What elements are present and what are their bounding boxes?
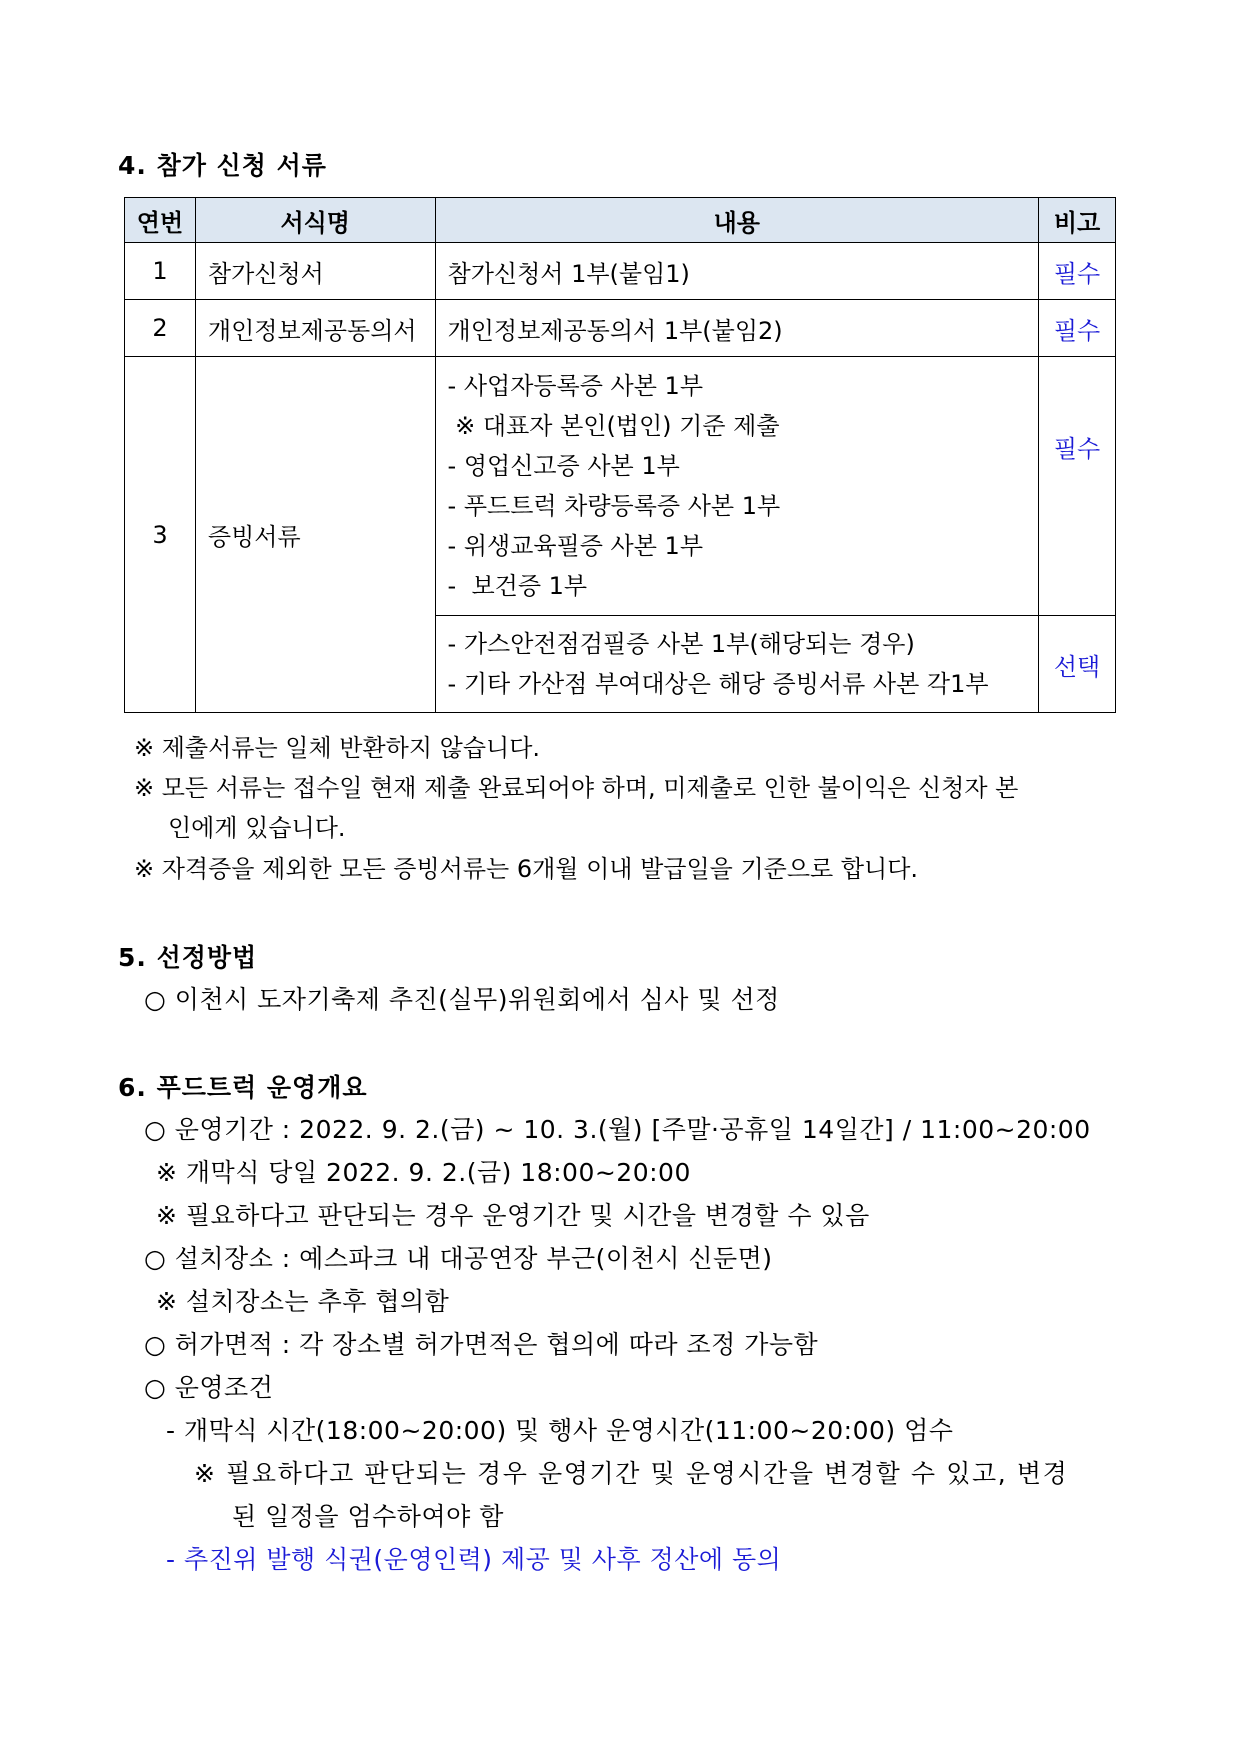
meal-ticket-condition-line: - 추진위 발행 식권(운영인력) 제공 및 사후 정산에 동의 xyxy=(166,1545,782,1574)
row-note-optional: 선택 xyxy=(1039,616,1116,713)
row-content-optional xyxy=(435,616,1039,713)
condition-hours-line: - 개막식 시간(18:00~20:00) 및 행사 운영시간(11:00~20:00) 엄수 xyxy=(166,1416,954,1445)
content-line: - 푸드트럭 차량등록증 사본 1부 xyxy=(447,492,781,520)
row-content: 개인정보제공동의서 1부(붙임2) xyxy=(435,300,1039,357)
note-line: ※ 모든 서류는 접수일 현재 제출 완료되어야 하며, 미제출로 인한 불이익은 신청자 본 xyxy=(134,774,1019,802)
table-header-row xyxy=(125,198,1116,243)
row-number: 2 xyxy=(125,300,196,357)
row-content-required xyxy=(435,357,1039,616)
content-line: - 가스안전점검필증 사본 1부(해당되는 경우) xyxy=(447,630,915,658)
section-4-title: 4. 참가 신청 서류 xyxy=(118,151,327,180)
permit-area-line: ○ 허가면적 : 각 장소별 허가면적은 협의에 따라 조정 가능함 xyxy=(144,1330,819,1359)
selection-method-line: ○ 이천시 도자기축제 추진(실무)위원회에서 심사 및 선정 xyxy=(144,985,780,1014)
location-note: ※ 설치장소는 추후 협의함 xyxy=(156,1287,450,1316)
operating-conditions-line: ○ 운영조건 xyxy=(144,1373,274,1402)
row-number: 1 xyxy=(125,243,196,300)
row-form-name: 개인정보제공동의서 xyxy=(195,300,435,357)
condition-change-note-cont: 된 일정을 엄수하여야 함 xyxy=(232,1502,504,1531)
operation-period-line: ○ 운영기간 : 2022. 9. 2.(금) ~ 10. 3.(월) [주말·공휴일 14일간] / 11:00~20:00 xyxy=(144,1115,1091,1144)
content-line: - 영업신고증 사본 1부 xyxy=(447,452,680,480)
row-form-name: 증빙서류 xyxy=(195,357,435,713)
installation-location-line: ○ 설치장소 : 예스파크 내 대공연장 부근(이천시 신둔면) xyxy=(144,1244,773,1273)
table-row xyxy=(125,300,1116,357)
content-line: - 보건증 1부 xyxy=(447,572,588,600)
documents-table xyxy=(124,197,1116,713)
row-form-name: 참가신청서 xyxy=(195,243,435,300)
table-row xyxy=(125,357,1116,616)
period-change-note: ※ 필요하다고 판단되는 경우 운영기간 및 시간을 변경할 수 있음 xyxy=(156,1201,870,1230)
section-6-title: 6. 푸드트럭 운영개요 xyxy=(118,1073,368,1102)
opening-ceremony-note: ※ 개막식 당일 2022. 9. 2.(금) 18:00~20:00 xyxy=(156,1158,691,1187)
content-line: - 사업자등록증 사본 1부 xyxy=(447,372,704,400)
header-form-name: 서식명 xyxy=(195,198,435,243)
row-content: 참가신청서 1부(붙임1) xyxy=(435,243,1039,300)
note-line: ※ 자격증을 제외한 모든 증빙서류는 6개월 이내 발급일을 기준으로 합니다. xyxy=(134,855,919,883)
section-5-title: 5. 선정방법 xyxy=(118,943,258,972)
row-note: 필수 xyxy=(1039,300,1116,357)
header-number: 연번 xyxy=(125,198,196,243)
content-line: ※ 대표자 본인(법인) 기준 제출 xyxy=(447,412,780,440)
note-line: ※ 제출서류는 일체 반환하지 않습니다. xyxy=(134,734,541,762)
row-number: 3 xyxy=(125,357,196,713)
content-line: - 위생교육필증 사본 1부 xyxy=(447,532,704,560)
header-note: 비고 xyxy=(1039,198,1116,243)
row-note: 필수 xyxy=(1039,243,1116,300)
note-line: 인에게 있습니다. xyxy=(168,814,346,842)
header-content: 내용 xyxy=(435,198,1039,243)
row-note-required: 필수 xyxy=(1039,357,1116,616)
content-line: - 기타 가산점 부여대상은 해당 증빙서류 사본 각1부 xyxy=(447,670,989,698)
table-row xyxy=(125,243,1116,300)
condition-change-note: ※ 필요하다고 판단되는 경우 운영기간 및 운영시간을 변경할 수 있고, 변경 xyxy=(194,1459,1069,1488)
